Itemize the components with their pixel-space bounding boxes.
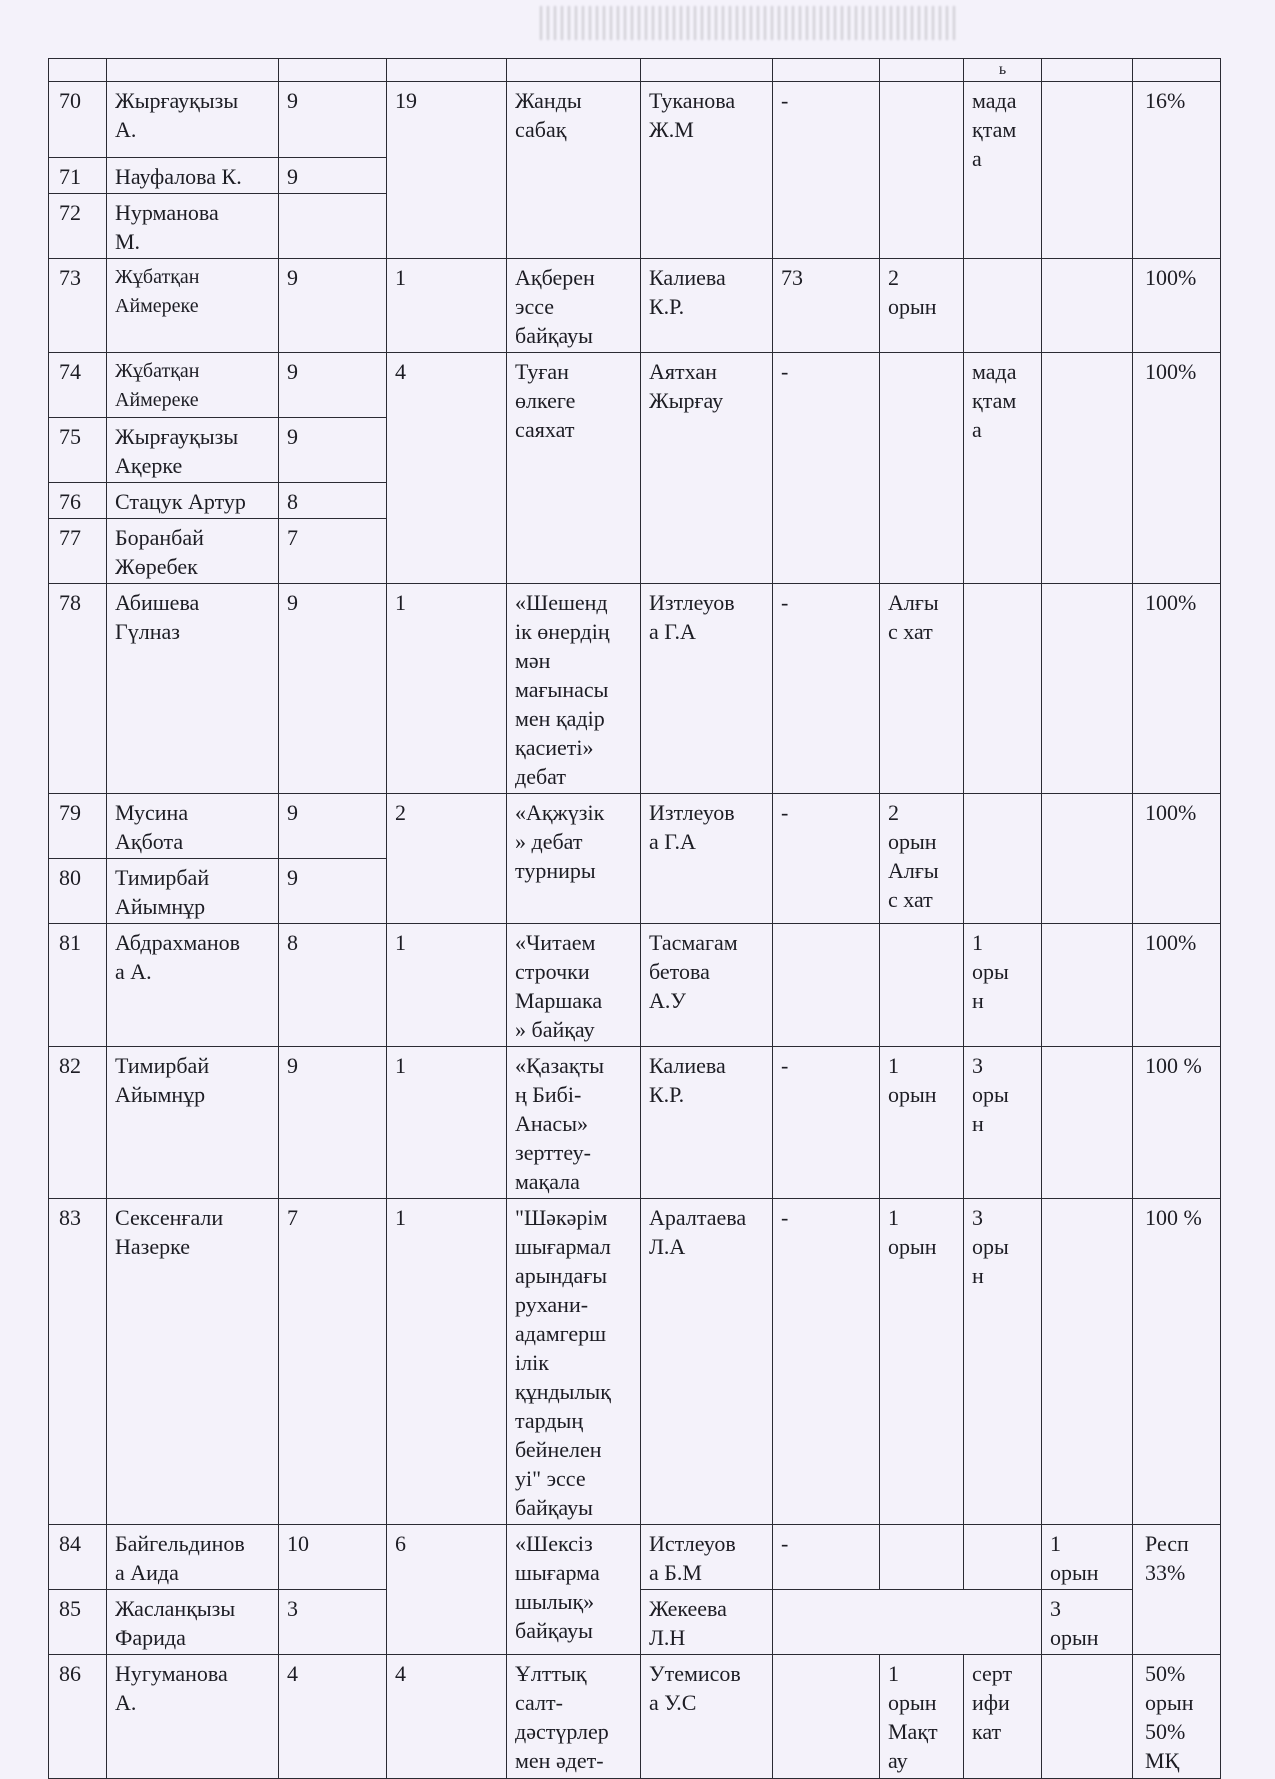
teacher-name: Туканова Ж.М [641,82,773,259]
row-number: 75 [49,418,107,483]
header-cell [641,59,773,82]
cell-col10 [1042,1199,1133,1525]
student-grade: 8 [279,483,387,519]
row-number: 83 [49,1199,107,1525]
student-name: Жырғауқызы Ақерке [107,418,279,483]
cell-col8: 1 орын [880,1199,964,1525]
cell-col9: мада қтам а [964,353,1042,584]
participant-count: 4 [387,1655,507,1779]
student-name: Нугуманова А. [107,1655,279,1779]
row-number: 84 [49,1525,107,1590]
header-cell [773,59,880,82]
cell-col7: - [773,1047,880,1199]
table-row [49,353,1221,418]
student-name: Нурманова М. [107,194,279,259]
cell-col9 [964,794,1042,924]
student-name: Жасланқызы Фарида [107,1590,279,1655]
teacher-name: Утемисов а У.С [641,1655,773,1779]
cell-col8 [880,353,964,584]
header-cell [49,59,107,82]
cell-col10 [1042,259,1133,353]
participant-count: 1 [387,924,507,1047]
event-name: "Шәкәрім шығармал арындағы рухани- адамгерш ілік құндылық тардың бейнелен уі" эссе байқауы [507,1199,641,1525]
results-table [48,58,1221,1779]
row-number: 76 [49,483,107,519]
result-percent: 16% [1133,82,1221,259]
event-name: Жанды сабақ [507,82,641,259]
cell-col8: 2 орын Алғы с хат [880,794,964,924]
cell-col9: 1 оры н [964,924,1042,1047]
header-cell [1133,59,1221,82]
student-grade: 9 [279,794,387,859]
cell-col7 [773,1655,880,1779]
event-name: Ақберен эссе байқауы [507,259,641,353]
student-grade: 9 [279,158,387,194]
table-row [49,1655,1221,1779]
event-name: Туған өлкеге саяхат [507,353,641,584]
cell-col9 [964,259,1042,353]
student-name: Байгельдинов а Аида [107,1525,279,1590]
teacher-name: Жекеева Л.Н [641,1590,773,1655]
result-percent: 100 % [1133,1047,1221,1199]
result-percent: 50% орын 50% МҚ [1133,1655,1221,1779]
table-row [49,584,1221,794]
cell-col7: - [773,584,880,794]
result-percent: 100 % [1133,1199,1221,1525]
student-name: Абдрахманов а А. [107,924,279,1047]
student-grade [279,194,387,259]
cell-col10 [1042,1655,1133,1779]
student-grade: 9 [279,259,387,353]
event-name: «Шешенд ік өнердің мән мағынасы мен қадір қасиеті» дебат [507,584,641,794]
cell-col10: 1 орын [1042,1525,1133,1590]
table-row [49,1525,1221,1590]
row-number: 79 [49,794,107,859]
table-header-row [49,59,1221,82]
result-percent: 100% [1133,794,1221,924]
student-name: Мусина Ақбота [107,794,279,859]
teacher-name: Изтлеуов а Г.А [641,584,773,794]
teacher-name: Калиева К.Р. [641,1047,773,1199]
student-grade: 9 [279,353,387,418]
table-row [49,1047,1221,1199]
teacher-name: Изтлеуов а Г.А [641,794,773,924]
cell-col7: - [773,1199,880,1525]
student-name: Абишева Гүлназ [107,584,279,794]
student-grade: 8 [279,924,387,1047]
result-percent: 100% [1133,584,1221,794]
teacher-name: Калиева К.Р. [641,259,773,353]
table-row [49,794,1221,859]
row-number: 78 [49,584,107,794]
event-name: «Шексіз шығарма шылық» байқауы [507,1525,641,1655]
row-number: 80 [49,859,107,924]
row-number: 81 [49,924,107,1047]
student-grade: 3 [279,1590,387,1655]
cell-col10 [1042,924,1133,1047]
cell-col7: - [773,82,880,259]
teacher-name: Аятхан Жырғау [641,353,773,584]
event-name: «Ақжүзік » дебат турниры [507,794,641,924]
result-percent: 100% [1133,353,1221,584]
participant-count: 1 [387,584,507,794]
cell-col10: 3 орын [1042,1590,1133,1655]
cell-col9 [964,1525,1042,1590]
cell-col9: мада қтам а [964,82,1042,259]
cell-col9: 3 оры н [964,1199,1042,1525]
event-name: «Қазақты ң Бибі- Анасы» зерттеу- мақала [507,1047,641,1199]
row-number: 70 [49,82,107,158]
student-grade: 7 [279,1199,387,1525]
student-grade: 9 [279,859,387,924]
row-number: 86 [49,1655,107,1779]
cell-col9 [964,584,1042,794]
cell-col8 [880,924,964,1047]
empty-cell [773,1590,1042,1655]
student-grade: 7 [279,519,387,584]
participant-count: 4 [387,353,507,584]
teacher-name: Аралтаева Л.А [641,1199,773,1525]
cell-col10 [1042,794,1133,924]
student-name: Стацук Артур [107,483,279,519]
header-cell [387,59,507,82]
row-number: 85 [49,1590,107,1655]
cell-col7: - [773,353,880,584]
table-row [49,259,1221,353]
student-grade: 10 [279,1525,387,1590]
header-cell [1042,59,1133,82]
participant-count: 1 [387,259,507,353]
participant-count: 2 [387,794,507,924]
cell-col7: 73 [773,259,880,353]
cell-col8 [880,82,964,259]
event-name: «Читаем строчки Маршака » байқау [507,924,641,1047]
student-name: Боранбай Жөребек [107,519,279,584]
header-cell [279,59,387,82]
cell-col7: - [773,794,880,924]
teacher-name: Тасмагам бетова А.У [641,924,773,1047]
scan-artifact [540,6,960,40]
participant-count: 6 [387,1525,507,1655]
student-name: Тимирбай Айымнұр [107,1047,279,1199]
header-cell: ь [964,59,1042,82]
header-cell [507,59,641,82]
student-name: Жұбатқан Аймереке [107,259,279,353]
result-percent: 100% [1133,259,1221,353]
row-number: 71 [49,158,107,194]
cell-col10 [1042,82,1133,259]
result-percent: 100% [1133,924,1221,1047]
row-number: 73 [49,259,107,353]
cell-col8 [880,1525,964,1590]
cell-col10 [1042,584,1133,794]
cell-col7 [773,924,880,1047]
header-cell [880,59,964,82]
participant-count: 1 [387,1199,507,1525]
student-name: Жырғауқызы А. [107,82,279,158]
participant-count: 1 [387,1047,507,1199]
row-number: 82 [49,1047,107,1199]
student-grade: 9 [279,1047,387,1199]
student-grade: 9 [279,584,387,794]
cell-col8: Алғы с хат [880,584,964,794]
row-number: 74 [49,353,107,418]
student-grade: 9 [279,82,387,158]
cell-col8: 2 орын [880,259,964,353]
table-row [49,924,1221,1047]
cell-col7: - [773,1525,880,1590]
table-row [49,1199,1221,1525]
student-name: Сексенғали Назерке [107,1199,279,1525]
cell-col8: 1 орын Мақт ау [880,1655,964,1779]
cell-col10 [1042,353,1133,584]
cell-col9: 3 оры н [964,1047,1042,1199]
cell-col8: 1 орын [880,1047,964,1199]
participant-count: 19 [387,82,507,259]
cell-col10 [1042,1047,1133,1199]
table-row [49,82,1221,158]
header-cell [107,59,279,82]
result-percent: Респ 33% [1133,1525,1221,1655]
row-number: 72 [49,194,107,259]
event-name: Ұлттық салт- дәстүрлер мен әдет- [507,1655,641,1779]
student-grade: 9 [279,418,387,483]
row-number: 77 [49,519,107,584]
student-name: Жұбатқан Аймереке [107,353,279,418]
student-name: Тимирбай Айымнұр [107,859,279,924]
student-name: Науфалова К. [107,158,279,194]
student-grade: 4 [279,1655,387,1779]
cell-col9: серт ифи кат [964,1655,1042,1779]
teacher-name: Истлеуов а Б.М [641,1525,773,1590]
